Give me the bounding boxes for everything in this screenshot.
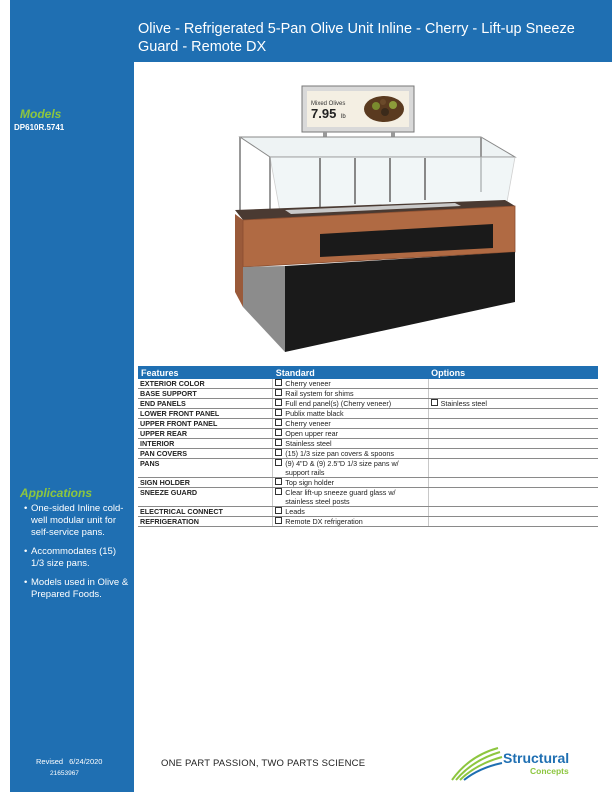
- checkbox-icon: [275, 439, 282, 446]
- logo-name: Structural: [503, 750, 570, 766]
- feature-name: REFRIGERATION: [138, 517, 273, 527]
- table-row: [138, 419, 598, 429]
- option-cell: [428, 409, 598, 419]
- checkbox-icon: [275, 389, 282, 396]
- feature-name: UPPER REAR: [138, 429, 273, 439]
- feature-name: BASE SUPPORT: [138, 389, 273, 399]
- standard-cell: [273, 419, 428, 429]
- option-cell: [428, 517, 598, 527]
- standard-cell: [273, 488, 428, 507]
- company-logo: [448, 746, 588, 782]
- feature-name: END PANELS: [138, 399, 273, 409]
- table-row: [138, 399, 598, 409]
- product-image: [225, 82, 530, 357]
- table-row: [138, 409, 598, 419]
- standard-value: Cherry veneer: [285, 419, 331, 428]
- option-cell: [428, 507, 598, 517]
- header-banner: [134, 0, 612, 62]
- revised-label: Revised: [36, 757, 64, 766]
- option-cell: [428, 488, 598, 507]
- standard-cell: [273, 429, 428, 439]
- logo-subtitle: Concepts: [530, 766, 569, 776]
- table-row: [138, 429, 598, 439]
- option-cell: [428, 399, 598, 409]
- checkbox-icon: [275, 399, 282, 406]
- table-row: [138, 439, 598, 449]
- applications-list: [24, 503, 130, 608]
- table-row: [138, 507, 598, 517]
- revised-date: 6/24/2020: [69, 757, 103, 766]
- checkbox-icon: [275, 507, 282, 514]
- feature-name: SNEEZE GUARD: [138, 488, 273, 507]
- checkbox-icon: [431, 399, 438, 406]
- standard-cell: [273, 379, 428, 389]
- checkbox-icon: [275, 419, 282, 426]
- standard-value: Top sign holder: [285, 478, 335, 487]
- standard-value: (15) 1/3 size pan covers & spoons: [285, 449, 394, 458]
- feature-name: LOWER FRONT PANEL: [138, 409, 273, 419]
- feature-name: PANS: [138, 459, 273, 478]
- standard-value: Rail system for shims: [285, 389, 354, 398]
- feature-name: UPPER FRONT PANEL: [138, 419, 273, 429]
- sign-price: 7.95: [311, 106, 337, 121]
- checkbox-icon: [275, 517, 282, 524]
- applications-heading: Applications: [20, 486, 93, 500]
- application-item: • Accommodates (15) 1/3 size pans.: [24, 546, 130, 570]
- table-row: [138, 379, 598, 389]
- col-header-options: Options: [428, 366, 598, 379]
- feature-name: INTERIOR: [138, 439, 273, 449]
- checkbox-icon: [275, 409, 282, 416]
- standard-value: Cherry veneer: [285, 379, 331, 388]
- standard-cell: [273, 507, 428, 517]
- standard-cell: [273, 449, 428, 459]
- table-row: [138, 449, 598, 459]
- standard-value: Clear lift-up sneeze guard glass w/ stainless steel posts: [285, 488, 396, 506]
- option-cell: [428, 478, 598, 488]
- page-title: Olive - Refrigerated 5-Pan Olive Unit Inline - Cherry - Lift-up Sneeze Guard - Remote DX: [138, 21, 575, 55]
- checkbox-icon: [275, 379, 282, 386]
- standard-value: Leads: [285, 507, 305, 516]
- option-value: Stainless steel: [440, 399, 487, 408]
- table-row: [138, 478, 598, 488]
- application-item: • Models used in Olive & Prepared Foods.: [24, 577, 130, 601]
- feature-name: PAN COVERS: [138, 449, 273, 459]
- standard-value: Remote DX refrigeration: [285, 517, 363, 526]
- feature-name: EXTERIOR COLOR: [138, 379, 273, 389]
- standard-cell: [273, 439, 428, 449]
- features-table: [138, 366, 598, 527]
- checkbox-icon: [275, 478, 282, 485]
- sign-unit: lb: [341, 114, 346, 120]
- standard-cell: [273, 409, 428, 419]
- standard-cell: [273, 517, 428, 527]
- feature-name: SIGN HOLDER: [138, 478, 273, 488]
- option-cell: [428, 439, 598, 449]
- standard-value: Publix matte black: [285, 409, 344, 418]
- standard-cell: [273, 399, 428, 409]
- logo-swoosh-icon: [448, 746, 504, 782]
- svg-text:Mixed Olives: Mixed Olives: [311, 101, 346, 107]
- standard-value: Stainless steel: [285, 439, 332, 448]
- checkbox-icon: [275, 449, 282, 456]
- option-cell: [428, 419, 598, 429]
- checkbox-icon: [275, 488, 282, 495]
- feature-name: ELECTRICAL CONNECT: [138, 507, 273, 517]
- col-header-standard: Standard: [273, 366, 428, 379]
- model-code: DP610R.5741: [14, 123, 65, 132]
- models-heading: Models: [20, 107, 62, 121]
- option-cell: [428, 379, 598, 389]
- checkbox-icon: [275, 459, 282, 466]
- table-row: [138, 488, 598, 507]
- document-number: 21653967: [50, 770, 79, 777]
- standard-cell: [273, 478, 428, 488]
- option-cell: [428, 459, 598, 478]
- table-row: [138, 517, 598, 527]
- option-cell: [428, 389, 598, 399]
- tagline: ONE PART PASSION, TWO PARTS SCIENCE: [161, 758, 366, 769]
- standard-value: Full end panel(s) (Cherry veneer): [285, 399, 392, 408]
- standard-value: Open upper rear: [285, 429, 339, 438]
- table-row: [138, 389, 598, 399]
- standard-cell: [273, 389, 428, 399]
- option-cell: [428, 429, 598, 439]
- checkbox-icon: [275, 429, 282, 436]
- option-cell: [428, 449, 598, 459]
- standard-cell: [273, 459, 428, 478]
- revision-info: [36, 757, 102, 766]
- standard-value: (9) 4"D & (9) 2.5"D 1/3 size pans w/ support rails: [285, 459, 399, 477]
- application-item: • One-sided Inline cold-well modular unit for self-service pans.: [24, 503, 130, 539]
- table-row: [138, 459, 598, 478]
- col-header-features: Features: [138, 366, 273, 379]
